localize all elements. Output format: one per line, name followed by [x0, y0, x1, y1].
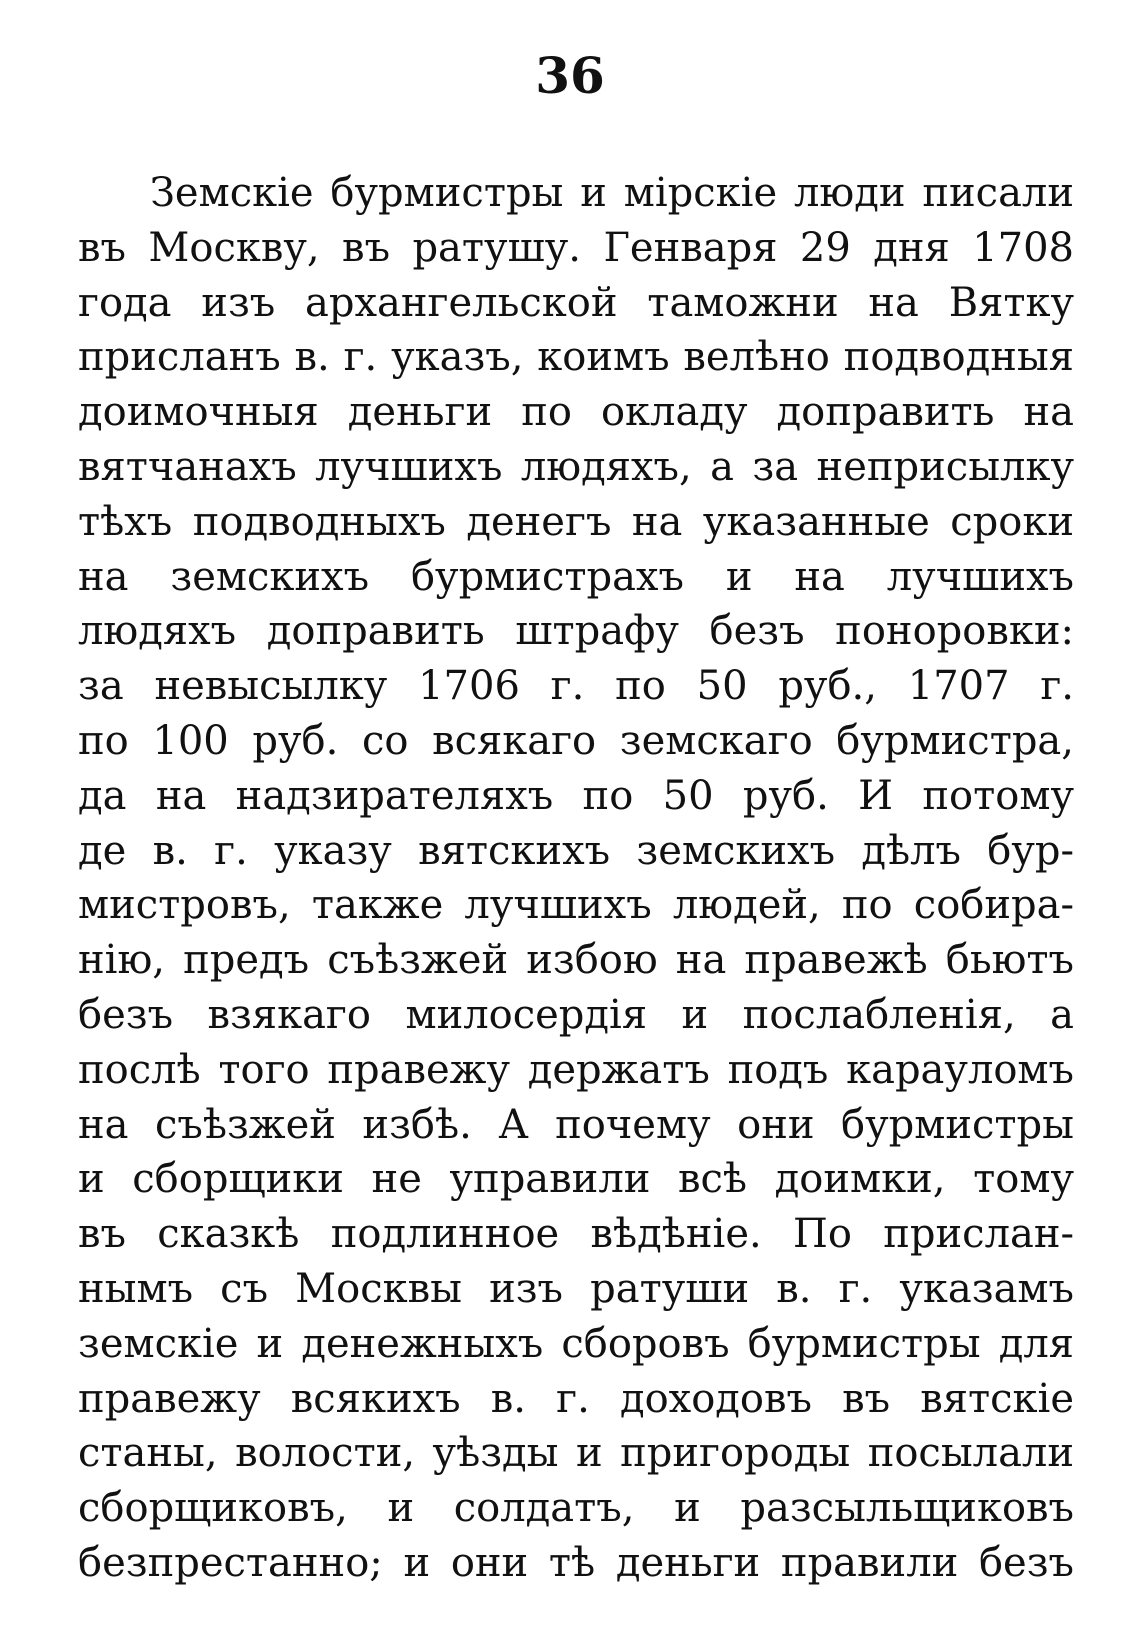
text-line: тѣхъ подводныхъ денегъ на указанные сроки	[78, 498, 1074, 545]
text-line: Земскіе бурмистры и мірскіе люди писали	[150, 170, 1074, 216]
text-line: вятчанахъ лучшихъ людяхъ, а за неприсылку	[78, 443, 1074, 490]
text-line: людяхъ доправить штрафу безъ поноровки:	[78, 608, 1074, 655]
text-line: нію, предъ съѣзжей избою на правежѣ бьютъ	[78, 937, 1074, 984]
text-line: за невысылку 1706 г. по 50 руб., 1707 г.	[78, 663, 1074, 710]
page-number: 36	[535, 46, 605, 105]
text-line: земскіе и денежныхъ сборовъ бурмистры для	[78, 1320, 1074, 1367]
text-line: по 100 руб. со всякаго земскаго бурмистра,	[78, 717, 1074, 764]
text-line: присланъ в. г. указъ, коимъ велѣно подводныя	[78, 334, 1074, 381]
text-line: правежу всякихъ в. г. доходовъ въ вятскіе	[78, 1375, 1074, 1422]
text-line: въ Москву, въ ратушу. Генваря 29 дня 1708	[78, 224, 1074, 271]
text-line: нымъ съ Москвы изъ ратуши в. г. указамъ	[78, 1265, 1074, 1312]
text-line: года изъ архангельской таможни на Вятку	[78, 279, 1074, 326]
text-line: въ сказкѣ подлинное вѣдѣніе. По прислан-	[78, 1211, 1074, 1258]
body-text	[78, 166, 1074, 1591]
text-line: доимочныя деньги по окладу доправить на	[78, 389, 1074, 436]
text-line: сборщиковъ, и солдатъ, и разсыльщиковъ	[78, 1485, 1074, 1532]
text-line: мистровъ, также лучшихъ людей, по собира-	[78, 882, 1074, 929]
text-line: безъ взякаго милосердія и послабленія, а	[78, 991, 1074, 1038]
text-line: станы, волости, уѣзды и пригороды посылали	[78, 1430, 1074, 1477]
text-line: на съѣзжей избѣ. А почему они бурмистры	[78, 1101, 1074, 1148]
text-line: де в. г. указу вятскихъ земскихъ дѣлъ бур-	[78, 827, 1074, 874]
text-line: да на надзирателяхъ по 50 руб. И потому	[78, 772, 1074, 819]
text-line: на земскихъ бурмистрахъ и на лучшихъ	[78, 553, 1074, 600]
text-line: и сборщики не управили всѣ доимки, тому	[78, 1156, 1074, 1203]
text-line: безпрестанно; и они тѣ деньги правили безъ	[78, 1539, 1074, 1586]
text-line: послѣ того правежу держатъ подъ карауломъ	[78, 1046, 1074, 1093]
